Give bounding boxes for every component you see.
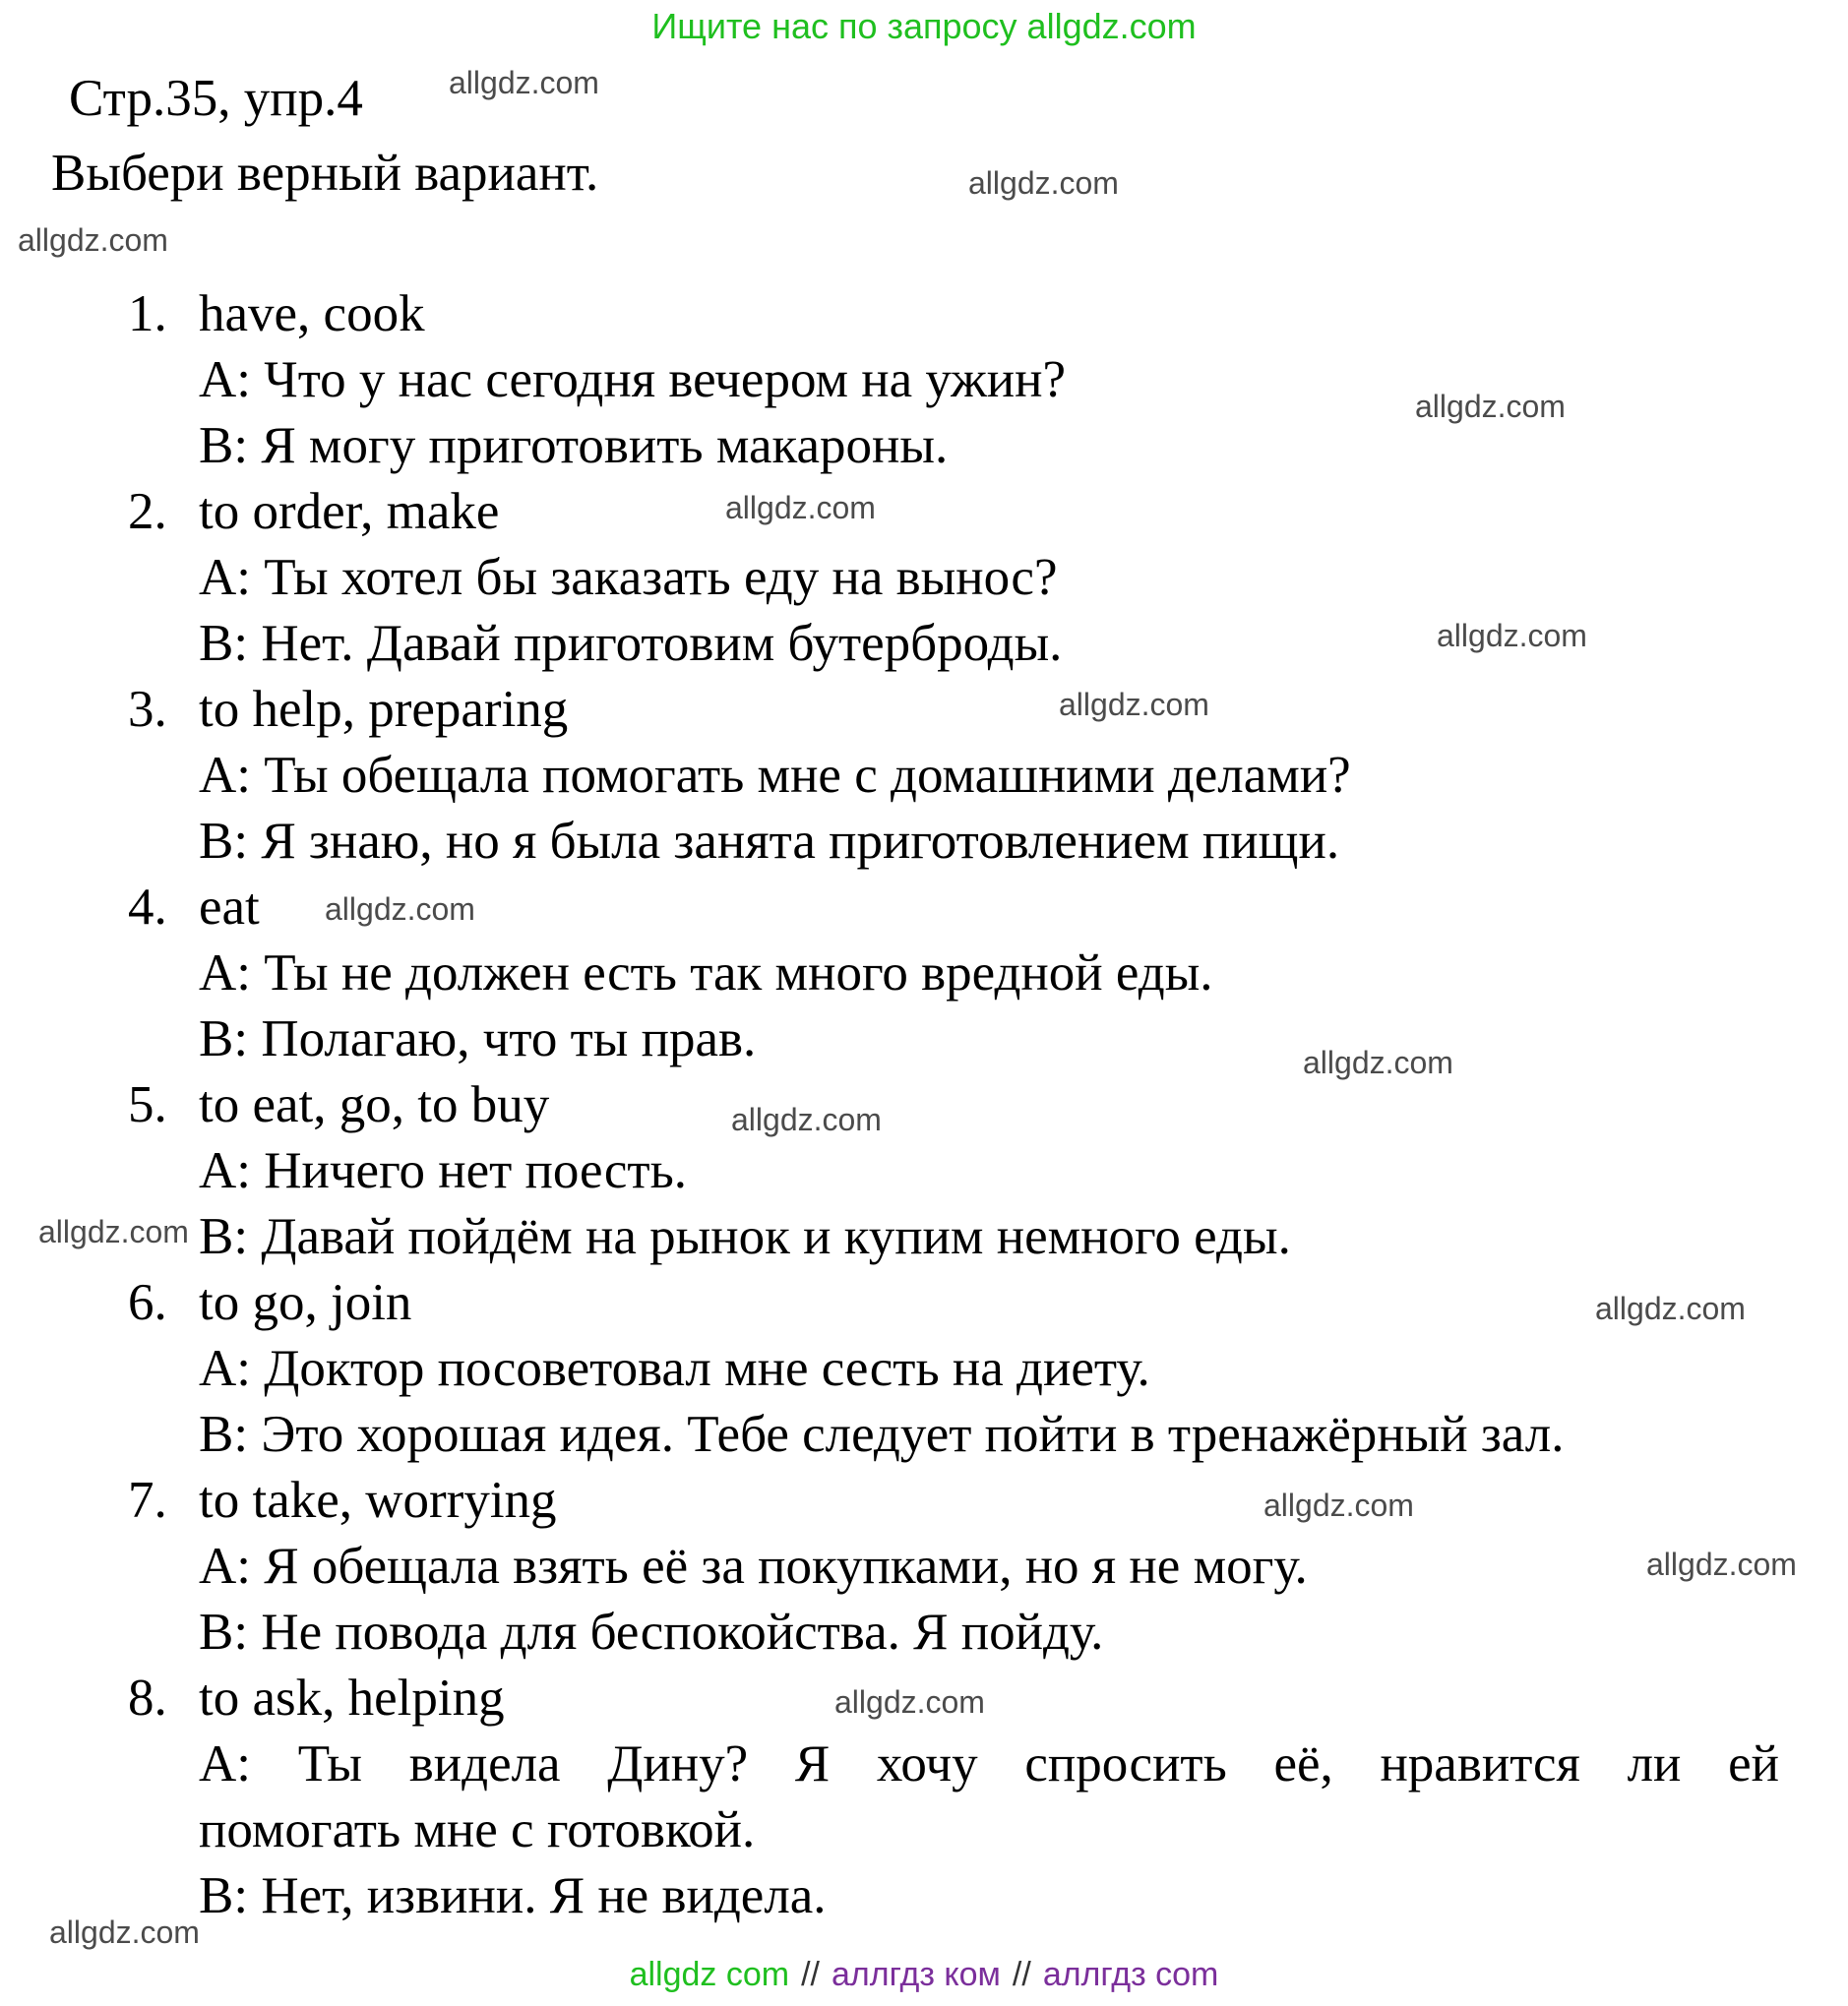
dialog-line-b: В: Я могу приготовить макароны. — [199, 417, 949, 474]
list-item-4-words — [0, 875, 1848, 941]
dialog-line-b: В: Давай пойдём на рынок и купим немного еды. — [199, 1208, 1291, 1265]
exercise-list — [0, 281, 1848, 1929]
dialog-line-a: А: Ничего нет поесть. — [199, 1142, 687, 1199]
item-number: 6. — [128, 1274, 167, 1331]
watermark: allgdz.com — [1415, 389, 1566, 424]
dialog-line-b: В: Нет, извини. Я не видела. — [199, 1867, 827, 1924]
dialog-line-a: А: Что у нас сегодня вечером на ужин? — [199, 351, 1067, 408]
watermark: allgdz.com — [449, 65, 599, 100]
list-item-5-words — [0, 1072, 1848, 1138]
footer-link-allgdz-latin: allgdz com — [629, 1956, 790, 1993]
watermark: allgdz.com — [1437, 618, 1587, 653]
item-words: to eat, go, to buy — [199, 1076, 550, 1133]
promo-banner: Ищите нас по запросу allgdz.com — [651, 6, 1197, 46]
item-number: 5. — [128, 1076, 167, 1133]
item-number: 4. — [128, 879, 167, 936]
watermark: allgdz.com — [18, 222, 168, 258]
dialog-line-a: А: Ты обещала помогать мне с домашними делами? — [199, 747, 1351, 804]
list-item-3-words — [0, 677, 1848, 743]
item-number: 2. — [128, 483, 167, 540]
dialog-line-b: В: Полагаю, что ты прав. — [199, 1010, 757, 1067]
dialog-line-a: А: Ты видела Дину? Я хочу спросить её, нравится ли ей — [199, 1735, 1779, 1793]
footer-links — [0, 1956, 1848, 1994]
dialog-line-b: В: Я знаю, но я была занята приготовлением пищи. — [199, 813, 1340, 870]
footer-separator: // — [1012, 1956, 1031, 1993]
dialog-line-b: В: Это хорошая идея. Тебе следует пойти в тренажёрный зал. — [199, 1406, 1565, 1463]
list-item-6-words — [0, 1270, 1848, 1336]
dialog-line-a: А: Ты хотел бы заказать еду на вынос? — [199, 549, 1058, 606]
watermark: allgdz.com — [1646, 1547, 1797, 1582]
dialog-line-a: А: Ты не должен есть так много вредной еды. — [199, 944, 1213, 1002]
dialog-line-a: А: Доктор посоветовал мне сесть на диету. — [199, 1340, 1150, 1397]
dialog-line-a-continued: помогать мне с готовкой. — [199, 1801, 756, 1858]
item-number: 3. — [128, 681, 167, 738]
footer-separator: // — [801, 1956, 821, 1993]
dialog-line-b: В: Нет. Давай приготовим бутерброды. — [199, 615, 1063, 672]
dialog-line-a: А: Я обещала взять её за покупками, но я не могу. — [199, 1538, 1308, 1595]
item-words: to go, join — [199, 1274, 412, 1331]
page-title: Стр.35, упр.4 — [69, 70, 363, 127]
item-words: eat — [199, 879, 260, 936]
footer-link-allgdz-cyrillic-1: аллгдз ком — [832, 1956, 1001, 1993]
item-words: to help, preparing — [199, 681, 569, 738]
watermark: allgdz.com — [731, 1102, 882, 1137]
item-number: 7. — [128, 1472, 167, 1529]
list-item-2-words — [0, 479, 1848, 545]
footer-link-allgdz-cyrillic-2: аллгдз com — [1042, 1956, 1219, 1993]
watermark: allgdz.com — [325, 891, 475, 927]
watermark: allgdz.com — [1595, 1291, 1746, 1326]
item-words: to order, make — [199, 483, 500, 540]
watermark: allgdz.com — [49, 1915, 200, 1950]
watermark: allgdz.com — [725, 490, 876, 525]
watermark: allgdz.com — [1303, 1045, 1453, 1080]
exercise-instruction: Выбери верный вариант. — [51, 145, 599, 202]
item-number: 8. — [128, 1670, 167, 1727]
watermark: allgdz.com — [968, 165, 1119, 201]
watermark: allgdz.com — [38, 1214, 189, 1249]
item-number: 1. — [128, 285, 167, 342]
item-words: have, cook — [199, 285, 425, 342]
list-item-7-words — [0, 1468, 1848, 1534]
watermark: allgdz.com — [1263, 1488, 1414, 1523]
item-words: to take, worrying — [199, 1472, 557, 1529]
watermark: allgdz.com — [1059, 687, 1209, 722]
watermark: allgdz.com — [834, 1684, 985, 1720]
list-item-1-words — [0, 281, 1848, 347]
item-words: to ask, helping — [199, 1670, 505, 1727]
dialog-line-b: В: Не повода для беспокойства. Я пойду. — [199, 1604, 1104, 1661]
